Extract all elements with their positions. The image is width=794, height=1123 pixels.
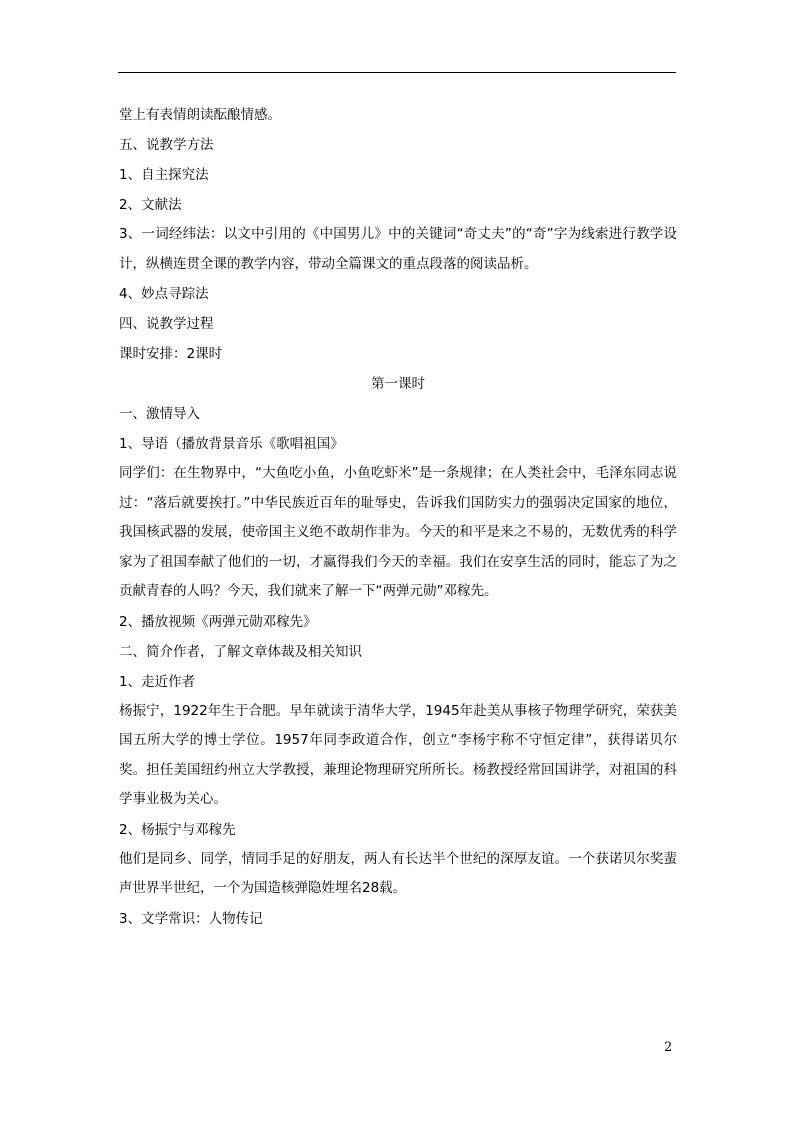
paragraph: 3、一词经纬法：以文中引用的《中国男儿》中的关键词“奇丈夫”的“奇”字为线索进行教学设计，纵横连贯全课的教学内容，带动全篇课文的重点段落的阅读品析。 xyxy=(119,226,677,272)
page-number: 2 xyxy=(664,1040,673,1055)
list-item: 1、自主探究法 xyxy=(119,167,209,183)
text-line: 堂上有表情朗读酝酿情感。 xyxy=(119,107,281,123)
paragraph: 杨振宁，1922年生于合肥。早年就读于清华大学，1945年赴美从事核子物理学研究，荣获美国五所大学的博士学位。1957年同李政道合作，创立“李杨宇称不守恒定律”，获得诺贝尔奖。担任美国纽约州立大学教授，兼理论物理研究所所长。杨教授经常回国讲学，对祖国的科学事业极为关心。 xyxy=(119,702,677,807)
list-item: 1、导语（播放背景音乐《歌唱祖国》 xyxy=(119,436,344,452)
schedule-line: 课时安排：2课时 xyxy=(119,346,223,362)
paragraph: 他们是同乡、同学，情同手足的好朋友，两人有长达半个世纪的深厚友谊。一个获诺贝尔奖蜚声世界半世纪，一个为国造核弹隐姓埋名28载。 xyxy=(119,850,677,896)
list-item: 2、杨振宁与邓稼先 xyxy=(119,821,236,838)
list-item: 2、文献法 xyxy=(119,197,182,213)
list-item: 2、播放视频《两弹元勋邓稼先》 xyxy=(119,613,317,630)
list-item: 3、文学常识：人物传记 xyxy=(119,910,263,927)
lesson-title: 第一课时 xyxy=(371,376,425,392)
list-item: 1、走近作者 xyxy=(119,673,196,690)
header-rule xyxy=(118,72,676,73)
document-body xyxy=(119,100,677,934)
subsection-heading: 一、激情导入 xyxy=(119,406,200,422)
subsection-heading: 二、简介作者，了解文章体裁及相关知识 xyxy=(119,643,362,660)
list-item: 4、妙点寻踪法 xyxy=(119,286,209,302)
section-heading-teaching-methods: 五、说教学方法 xyxy=(119,137,214,153)
section-heading-teaching-process: 四、说教学过程 xyxy=(119,316,214,332)
paragraph: 同学们：在生物界中，“大鱼吃小鱼，小鱼吃虾米”是一条规律；在人类社会中，毛泽东同志说过：“落后就要挨打。”中华民族近百年的耻辱史，告诉我们国防实力的强弱决定国家的地位，我国核武器的发展，使帝国主义绝不敢胡作非为。今天的和平是来之不易的，无数优秀的科学家为了祖国奉献了他们的一切，才赢得我们今天的幸福。我们在安享生活的同时，能忘了为之贡献青春的人吗？今天，我们就来了解一下“两弹元勋”邓稼先。 xyxy=(119,465,677,599)
